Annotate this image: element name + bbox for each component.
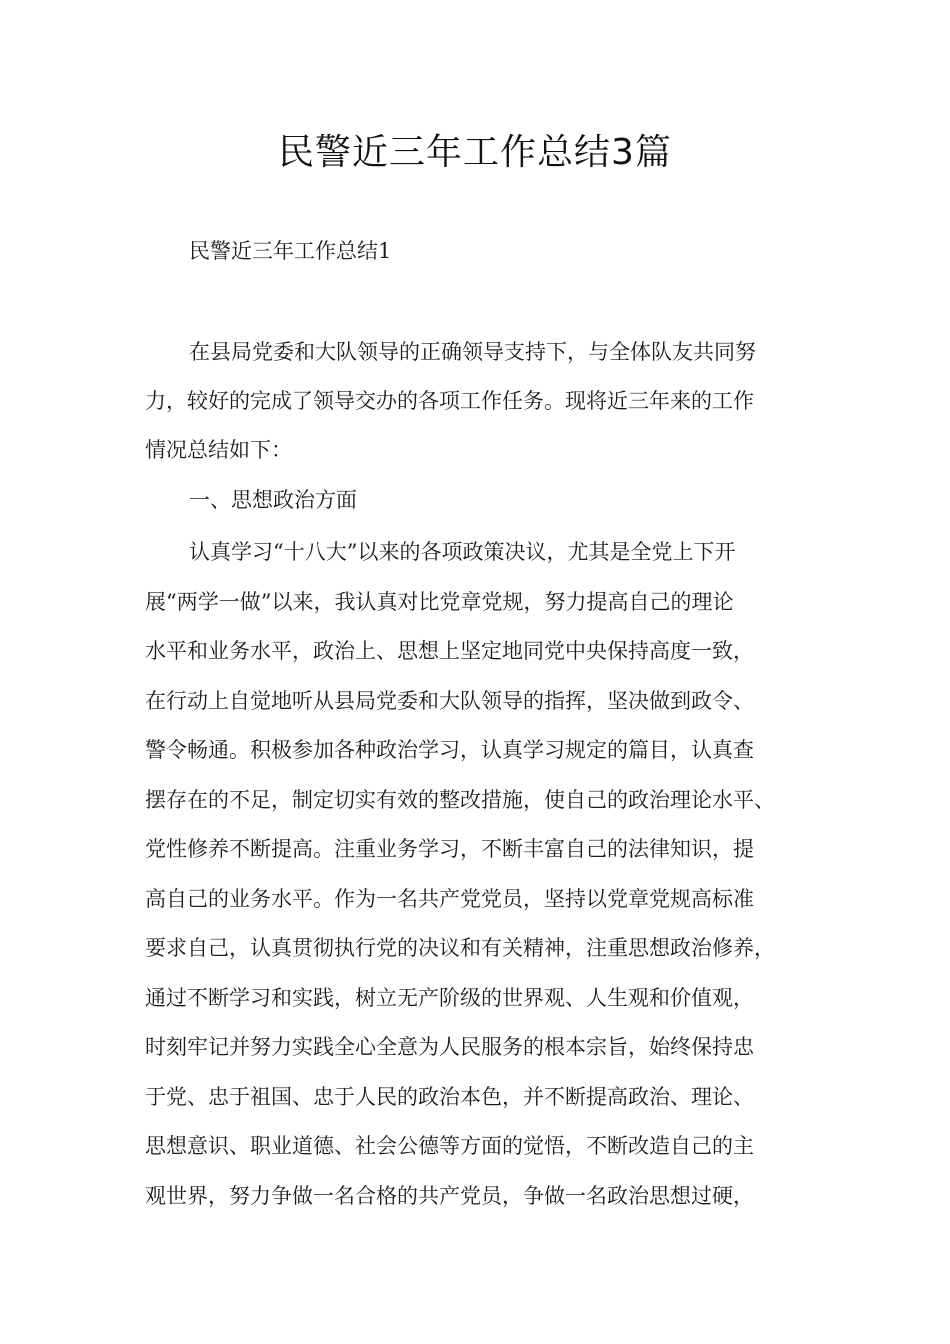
paragraph-line: 思想意识、职业道德、社会公德等方面的觉悟，不断改造自己的主 (145, 1134, 754, 1158)
paragraph-line: 认真学习“十八大”以来的各项政策决议，尤其是全党上下开 (189, 540, 736, 564)
section-heading: 一、思想政治方面 (189, 488, 357, 512)
paragraph-line: 高自己的业务水平。作为一名共产党党员，坚持以党章党规高标准 (145, 887, 754, 911)
paragraph-line: 在行动上自觉地听从县局党委和大队领导的指挥，坚决做到政令、 (145, 689, 754, 713)
paragraph-line: 于党、忠于祖国、忠于人民的政治本色，并不断提高政治、理论、 (145, 1085, 754, 1109)
paragraph-line: 水平和业务水平，政治上、思想上坚定地同党中央保持高度一致， (145, 639, 754, 663)
paragraph-line: 通过不断学习和实践，树立无产阶级的世界观、人生观和价值观， (145, 986, 754, 1010)
paragraph-line: 摆存在的不足，制定切实有效的整改措施，使自己的政治理论水平、 (145, 788, 775, 812)
paragraph-line: 时刻牢记并努力实践全心全意为人民服务的根本宗旨，始终保持忠 (145, 1035, 754, 1059)
paragraph-line: 党性修养不断提高。注重业务学习，不断丰富自己的法律知识，提 (145, 837, 754, 861)
paragraph-line: 情况总结如下： (145, 438, 292, 462)
document-title: 民警近三年工作总结3篇 (278, 132, 672, 173)
paragraph-line: 观世界，努力争做一名合格的共产党员，争做一名政治思想过硬， (145, 1184, 754, 1208)
paragraph-line: 展“两学一做”以来，我认真对比党章党规，努力提高自己的理论 (145, 590, 734, 614)
paragraph-line: 在县局党委和大队领导的正确领导支持下，与全体队友共同努 (189, 340, 756, 364)
paragraph-line: 警令畅通。积极参加各种政治学习，认真学习规定的篇目，认真查 (145, 738, 754, 762)
paragraph-line: 力，较好的完成了领导交办的各项工作任务。现将近三年来的工作 (145, 389, 754, 413)
paragraph-line: 要求自己，认真贯彻执行党的决议和有关精神，注重思想政治修养， (145, 936, 775, 960)
section-subtitle: 民警近三年工作总结1 (189, 239, 392, 263)
